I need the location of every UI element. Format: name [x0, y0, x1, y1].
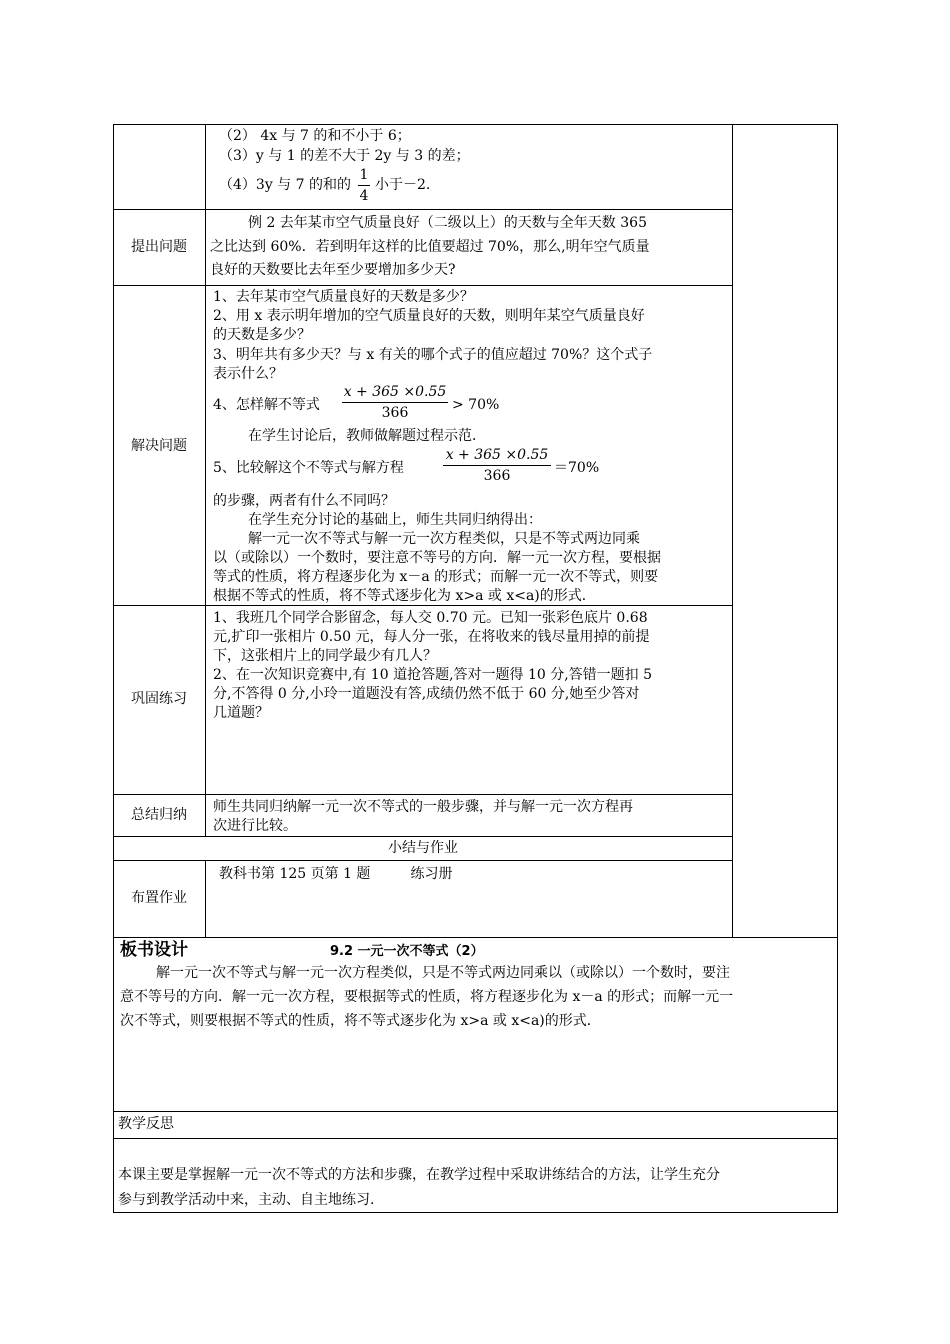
q4-numerator: x + 365 ×0.55 — [343, 384, 447, 400]
solve-tail-line: 以（或除以）一个数时，要注意不等号的方向．解一元一次方程，要根据 — [213, 550, 661, 566]
q4-fraction — [342, 383, 448, 422]
board-line: 次不等式，则要根据不等式的性质，将不等式逐步化为 x>a 或 x<a)的形式． — [120, 1013, 601, 1029]
row-divider — [113, 937, 838, 938]
homework-text: 教科书第 125 页第 1 题 练习册 — [219, 866, 453, 882]
label-raise-question: 提出问题 — [131, 239, 187, 255]
fraction-numerator: 1 — [359, 167, 369, 183]
solve-line: 1、去年某市空气质量良好的天数是多少？ — [213, 289, 474, 305]
raise-question-line: 例 2 去年某市空气质量良好（二级以上）的天数与全年天数 365 — [248, 215, 647, 231]
raise-question-line: 之比达到 60%．若到明年这样的比值要超过 70%，那么,明年空气质量 — [210, 239, 650, 255]
label-practice: 巩固练习 — [131, 691, 187, 707]
fraction-one-quarter — [358, 166, 370, 205]
row-divider — [113, 209, 733, 210]
practice-line: 下，这张相片上的同学最少有几人？ — [213, 648, 437, 664]
q5-suffix: ＝70% — [554, 460, 600, 476]
fraction-denominator: 4 — [359, 188, 369, 204]
solve-line: 3、明年共有多少天？与 x 有关的哪个式子的值应超过 70%？这个式子 — [213, 347, 653, 363]
q4-denominator: 366 — [381, 405, 409, 421]
reflection-line: 本课主要是掌握解一元一次不等式的方法和步骤，在教学过程中采取讲练结合的方法，让学生充分 — [118, 1167, 720, 1183]
q5-prefix: 5、比较解这个不等式与解方程 — [213, 460, 404, 476]
fraction-bar — [358, 185, 370, 186]
label-homework: 布置作业 — [131, 890, 187, 906]
solve-tail-line: 根据不等式的性质，将不等式逐步化为 x>a 或 x<a)的形式． — [213, 588, 596, 604]
practice-line: 分,不答得 0 分,小玲一道题没有答,成绩仍然不低于 60 分,她至少答对 — [213, 686, 640, 702]
row-divider — [113, 794, 733, 795]
solve-tail-line: 的步骤，两者有什么不同吗？ — [213, 493, 395, 509]
row-divider — [113, 860, 733, 861]
solve-tail-line: 解一元一次不等式与解一元一次方程类似，只是不等式两边同乘 — [248, 531, 640, 547]
discuss-line: 在学生讨论后，教师做解题过程示范． — [248, 428, 486, 444]
summary-line: 次进行比较。 — [213, 818, 297, 834]
solve-line: 的天数是多少？ — [213, 327, 311, 343]
reflection-line: 参与到教学活动中来，主动、自主地练习. — [118, 1192, 375, 1208]
homework-section-header: 小结与作业 — [388, 840, 458, 856]
q4-prefix: 4、怎样解不等式 — [213, 397, 320, 413]
label-solve-question: 解决问题 — [131, 438, 187, 454]
practice-line: 几道题？ — [213, 705, 269, 721]
q4-fraction-bar — [342, 402, 448, 403]
row-divider — [113, 836, 733, 837]
q4-suffix: > 70% — [452, 397, 500, 413]
row-divider — [113, 1111, 838, 1112]
row-divider-top — [113, 124, 838, 125]
row-divider — [113, 1138, 838, 1139]
label-column-divider-homework — [205, 860, 206, 937]
solve-line: 2、用 x 表示明年增加的空气质量良好的天数，则明年某空气质量良好 — [213, 308, 645, 324]
practice-line: 1、我班几个同学合影留念，每人交 0.70 元。已知一张彩色底片 0.68 — [213, 610, 648, 626]
summary-line: 师生共同归纳解一元一次不等式的一般步骤，并与解一元一次方程再 — [213, 799, 633, 815]
solve-tail-line: 在学生充分讨论的基础上，师生共同归纳得出： — [248, 512, 542, 528]
board-design-heading: 板书设计 — [120, 940, 188, 960]
top-line-2: （2） 4x 与 7 的和不小于 6； — [219, 128, 411, 144]
q5-fraction — [443, 446, 551, 485]
board-line: 意不等号的方向．解一元一次方程，要根据等式的性质，将方程逐步化为 x－a 的形式；而解一元一 — [120, 989, 734, 1005]
solve-tail-line: 等式的性质，将方程逐步化为 x－a 的形式；而解一元一次不等式，则要 — [213, 569, 659, 585]
practice-line: 2、在一次知识竞赛中,有 10 道抢答题,答对一题得 10 分,答错一题扣 5 — [213, 667, 653, 683]
table-border-left — [113, 124, 114, 1213]
row-divider — [113, 285, 733, 286]
q5-fraction-bar — [443, 465, 551, 466]
board-design-title: 9.2 一元一次不等式（2） — [330, 944, 484, 959]
solve-line: 表示什么？ — [213, 366, 283, 382]
table-border-bottom — [113, 1212, 838, 1213]
label-reflection: 教学反思 — [118, 1116, 174, 1132]
top-line-3: （3）y 与 1 的差不大于 2y 与 3 的差； — [219, 148, 470, 164]
top-line-4-prefix: （4）3y 与 7 的和的 — [219, 177, 351, 193]
practice-line: 元,扩印一张相片 0.50 元，每人分一张，在将收来的钱尽量用掉的前提 — [213, 629, 650, 645]
q5-numerator: x + 365 ×0.55 — [445, 447, 549, 463]
label-column-divider — [205, 124, 206, 836]
raise-question-line: 良好的天数要比去年至少要增加多少天? — [210, 262, 456, 278]
label-summary: 总结归纳 — [131, 807, 187, 823]
top-line-4-suffix: 小于－2. — [375, 177, 431, 193]
table-border-right — [837, 124, 838, 1213]
q5-denominator: 366 — [483, 468, 511, 484]
board-line: 解一元一次不等式与解一元一次方程类似，只是不等式两边同乘以（或除以）一个数时，要注 — [156, 965, 730, 981]
content-column-divider — [732, 124, 733, 937]
